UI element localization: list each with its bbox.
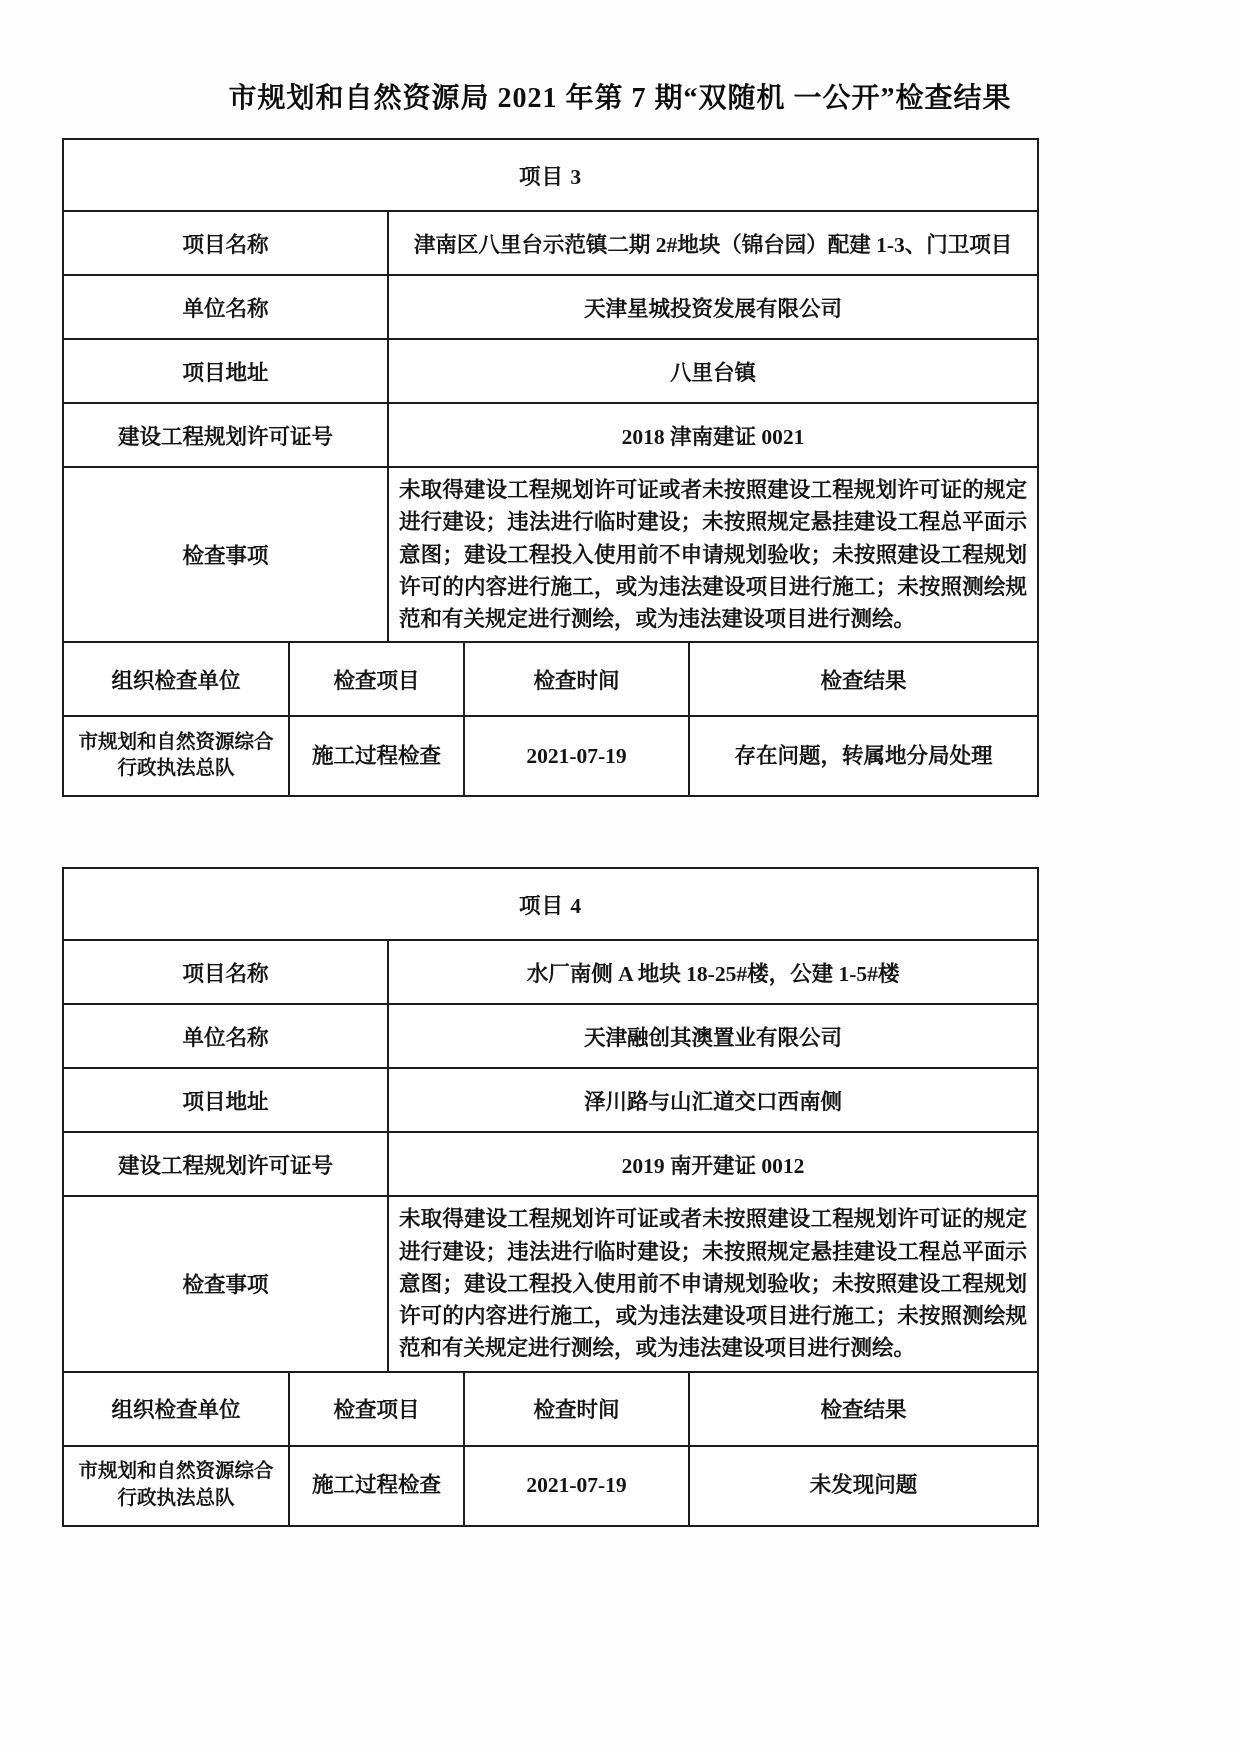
table-row — [63, 1446, 1038, 1526]
column-header-item: 检查项目 — [289, 642, 464, 716]
table-row — [63, 940, 1038, 1004]
field-label-project-name: 项目名称 — [63, 940, 388, 1004]
table-row — [63, 716, 1038, 796]
cell-inspection-item: 施工过程检查 — [289, 716, 464, 796]
cell-inspection-time: 2021-07-19 — [464, 1446, 689, 1526]
project-4-table — [62, 867, 1039, 1526]
field-label-inspection-items: 检查事项 — [63, 467, 388, 642]
table-row — [63, 1132, 1038, 1196]
table-row — [63, 868, 1038, 940]
cell-inspection-result: 存在问题，转属地分局处理 — [689, 716, 1038, 796]
cell-inspection-result: 未发现问题 — [689, 1446, 1038, 1526]
field-label-permit-number: 建设工程规划许可证号 — [63, 403, 388, 467]
column-header-time: 检查时间 — [464, 642, 689, 716]
cell-inspection-time: 2021-07-19 — [464, 716, 689, 796]
field-label-project-address: 项目地址 — [63, 339, 388, 403]
column-header-org: 组织检查单位 — [63, 1372, 289, 1446]
field-value-permit-number: 2018 津南建证 0021 — [388, 403, 1038, 467]
field-value-unit-name: 天津融创其澳置业有限公司 — [388, 1004, 1038, 1068]
table-row — [63, 403, 1038, 467]
field-value-project-name: 津南区八里台示范镇二期 2#地块（锦台园）配建 1-3、门卫项目 — [388, 211, 1038, 275]
table-row — [63, 1196, 1038, 1371]
field-label-project-name: 项目名称 — [63, 211, 388, 275]
project-table-header: 项目 4 — [63, 868, 1038, 940]
spacer — [0, 797, 1240, 867]
column-header-time: 检查时间 — [464, 1372, 689, 1446]
page-title: 市规划和自然资源局 2021 年第 7 期“双随机 一公开”检查结果 — [228, 83, 1012, 114]
field-label-unit-name: 单位名称 — [63, 275, 388, 339]
table-row — [63, 1068, 1038, 1132]
table-row — [63, 139, 1038, 211]
field-value-project-address: 八里台镇 — [388, 339, 1038, 403]
project-table-header: 项目 3 — [63, 139, 1038, 211]
project-3-table — [62, 138, 1039, 797]
table-row — [63, 211, 1038, 275]
field-value-inspection-items: 未取得建设工程规划许可证或者未按照建设工程规划许可证的规定进行建设；违法进行临时建设；未按照规定悬挂建设工程总平面示意图；建设工程投入使用前不申请规划验收；未按照建设工程规划许可的内容进行施工，或为违法建设项目进行施工；未按照测绘规范和有关规定进行测绘，或为违法建设项目进行测绘。 — [388, 1196, 1038, 1371]
spacer — [0, 116, 1240, 138]
field-value-permit-number: 2019 南开建证 0012 — [388, 1132, 1038, 1196]
table-row — [63, 339, 1038, 403]
field-label-permit-number: 建设工程规划许可证号 — [63, 1132, 388, 1196]
field-value-project-address: 泽川路与山汇道交口西南侧 — [388, 1068, 1038, 1132]
column-header-result: 检查结果 — [689, 642, 1038, 716]
column-header-org: 组织检查单位 — [63, 642, 289, 716]
field-value-unit-name: 天津星城投资发展有限公司 — [388, 275, 1038, 339]
table-row — [63, 1004, 1038, 1068]
cell-inspection-org: 市规划和自然资源综合行政执法总队 — [63, 1446, 289, 1526]
column-header-item: 检查项目 — [289, 1372, 464, 1446]
field-label-inspection-items: 检查事项 — [63, 1196, 388, 1371]
table-row — [63, 642, 1038, 716]
table-row — [63, 467, 1038, 642]
cell-inspection-item: 施工过程检查 — [289, 1446, 464, 1526]
field-label-project-address: 项目地址 — [63, 1068, 388, 1132]
column-header-result: 检查结果 — [689, 1372, 1038, 1446]
table-row — [63, 1372, 1038, 1446]
field-value-project-name: 水厂南侧 A 地块 18-25#楼，公建 1-5#楼 — [388, 940, 1038, 1004]
table-row — [63, 275, 1038, 339]
field-label-unit-name: 单位名称 — [63, 1004, 388, 1068]
field-value-inspection-items: 未取得建设工程规划许可证或者未按照建设工程规划许可证的规定进行建设；违法进行临时建设；未按照规定悬挂建设工程总平面示意图；建设工程投入使用前不申请规划验收；未按照建设工程规划许可的内容进行施工，或为违法建设项目进行施工；未按照测绘规范和有关规定进行测绘，或为违法建设项目进行测绘。 — [388, 467, 1038, 642]
cell-inspection-org: 市规划和自然资源综合行政执法总队 — [63, 716, 289, 796]
